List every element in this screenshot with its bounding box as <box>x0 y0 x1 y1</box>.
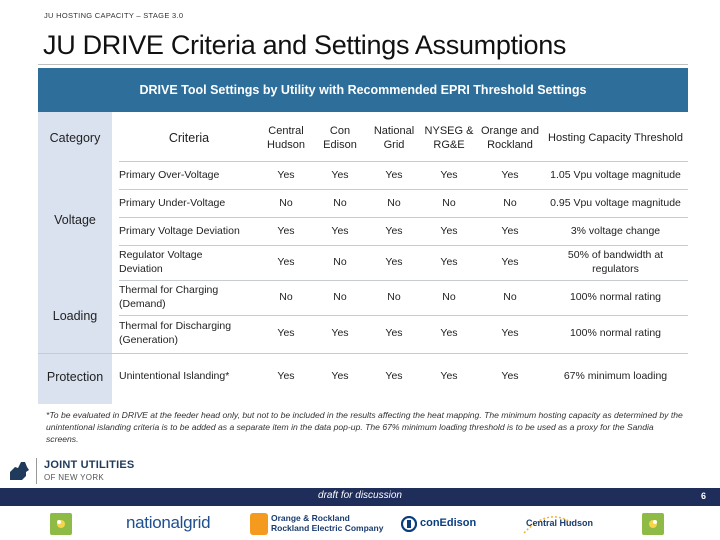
category-loading: Loading <box>52 308 98 323</box>
criteria-table <box>38 112 688 404</box>
page-number: 6 <box>700 491 706 501</box>
central-hudson-logo: Central Hudson <box>526 518 594 528</box>
column-header-criteria: Criteria <box>168 130 210 145</box>
con-edison-cell: Yes <box>331 224 349 237</box>
footer-draft-label: draft for discussion <box>318 490 402 501</box>
nyseg-cell: Yes <box>440 327 458 340</box>
nyseg-cell: Yes <box>440 224 458 237</box>
orange-rockland-cell: Yes <box>501 168 519 181</box>
orange-rockland-cell: Yes <box>501 224 519 237</box>
con-edison-logo: conEdison <box>420 517 477 529</box>
column-header-national-grid: National Grid <box>373 124 415 151</box>
criteria-cell: Regulator Voltage Deviation <box>119 249 203 275</box>
column-header-central-hudson: Central Hudson <box>267 124 305 151</box>
criteria-cell: Primary Under-Voltage <box>119 196 226 209</box>
eyebrow-label: JU HOSTING CAPACITY – STAGE 3.0 <box>44 11 184 20</box>
criteria-cell: Unintentional Islanding* <box>119 370 230 383</box>
central-hudson-cell: No <box>279 291 293 304</box>
rge-logo-icon <box>642 513 664 535</box>
orange-rockland-logo: Orange & Rockland Rockland Electric Company <box>271 513 384 533</box>
criteria-cell: Primary Over-Voltage <box>119 168 220 181</box>
central-hudson-cell: No <box>279 196 293 209</box>
title-divider <box>38 64 688 65</box>
column-header-orange-rockland: Orange and Rockland <box>480 124 540 151</box>
con-edison-logo-icon <box>401 516 417 532</box>
con-edison-cell: Yes <box>331 327 349 340</box>
threshold-cell: 100% normal rating <box>569 291 662 304</box>
nyseg-cell: No <box>442 196 456 209</box>
brand-divider <box>36 458 37 484</box>
threshold-cell: 1.05 Vpu voltage magnitude <box>550 168 681 181</box>
orange-rockland-cell: No <box>503 196 517 209</box>
national-grid-cell: Yes <box>385 224 403 237</box>
threshold-cell: 100% normal rating <box>569 327 662 340</box>
row-divider <box>38 353 688 354</box>
table-heading: DRIVE Tool Settings by Utility with Recommended EPRI Threshold Settings <box>38 68 688 112</box>
criteria-cell: Primary Voltage Deviation <box>119 224 240 237</box>
con-edison-cell: Yes <box>331 370 349 383</box>
national-grid-logo: nationalgrid <box>126 513 211 532</box>
orange-rockland-cell: Yes <box>501 327 519 340</box>
central-hudson-cell: Yes <box>277 370 295 383</box>
orange-rockland-cell: Yes <box>501 256 519 269</box>
category-protection: Protection <box>46 369 104 384</box>
national-grid-cell: No <box>387 291 401 304</box>
criteria-cell: Thermal for Charging (Demand) <box>119 284 219 310</box>
joint-utilities-subtitle: OF NEW YORK <box>44 473 105 482</box>
threshold-cell: 0.95 Vpu voltage magnitude <box>550 196 681 209</box>
category-voltage: Voltage <box>54 212 96 227</box>
threshold-cell: 3% voltage change <box>570 224 661 237</box>
nyseg-cell: Yes <box>440 168 458 181</box>
orange-rockland-logo-icon <box>250 513 268 535</box>
national-grid-cell: Yes <box>385 168 403 181</box>
central-hudson-cell: Yes <box>277 256 295 269</box>
national-grid-cell: Yes <box>385 327 403 340</box>
joint-utilities-name: JOINT UTILITIES <box>44 459 135 471</box>
con-edison-cell: No <box>333 196 347 209</box>
orange-rockland-cell: Yes <box>501 370 519 383</box>
central-hudson-cell: Yes <box>277 224 295 237</box>
central-hudson-cell: Yes <box>277 168 295 181</box>
nyseg-cell: Yes <box>440 370 458 383</box>
criteria-cell: Thermal for Discharging (Generation) <box>119 320 232 346</box>
national-grid-cell: Yes <box>385 370 403 383</box>
national-grid-cell: Yes <box>385 256 403 269</box>
threshold-cell: 50% of bandwidth at regulators <box>567 249 664 275</box>
column-header-con-edison: Con Edison <box>323 124 357 151</box>
threshold-cell: 67% minimum loading <box>563 370 668 383</box>
new-york-state-icon <box>6 458 32 484</box>
national-grid-cell: No <box>387 196 401 209</box>
page-title: JU DRIVE Criteria and Settings Assumptions <box>43 30 567 60</box>
column-header-nyseg: NYSEG & RG&E <box>424 124 474 151</box>
nyseg-cell: No <box>442 291 456 304</box>
con-edison-cell: No <box>333 291 347 304</box>
column-header-threshold: Hosting Capacity Threshold <box>548 131 683 144</box>
category-column-background <box>38 112 112 404</box>
column-header-category: Category <box>49 130 101 145</box>
nyseg-cell: Yes <box>440 256 458 269</box>
central-hudson-cell: Yes <box>277 327 295 340</box>
con-edison-cell: No <box>333 256 347 269</box>
orange-rockland-cell: No <box>503 291 517 304</box>
con-edison-cell: Yes <box>331 168 349 181</box>
nyseg-logo-icon <box>50 513 72 535</box>
footnote: *To be evaluated in DRIVE at the feeder head only, but not to be included in the results affecting the heat mapping. The minimum hosting capacity as determined by the unintentional islanding criteria is to be added as a separate item in the data pop-up. The 67% minimum loading threshold is to be used as a proxy for the Sandia screens. <box>46 410 683 445</box>
utility-logos <box>0 507 720 540</box>
